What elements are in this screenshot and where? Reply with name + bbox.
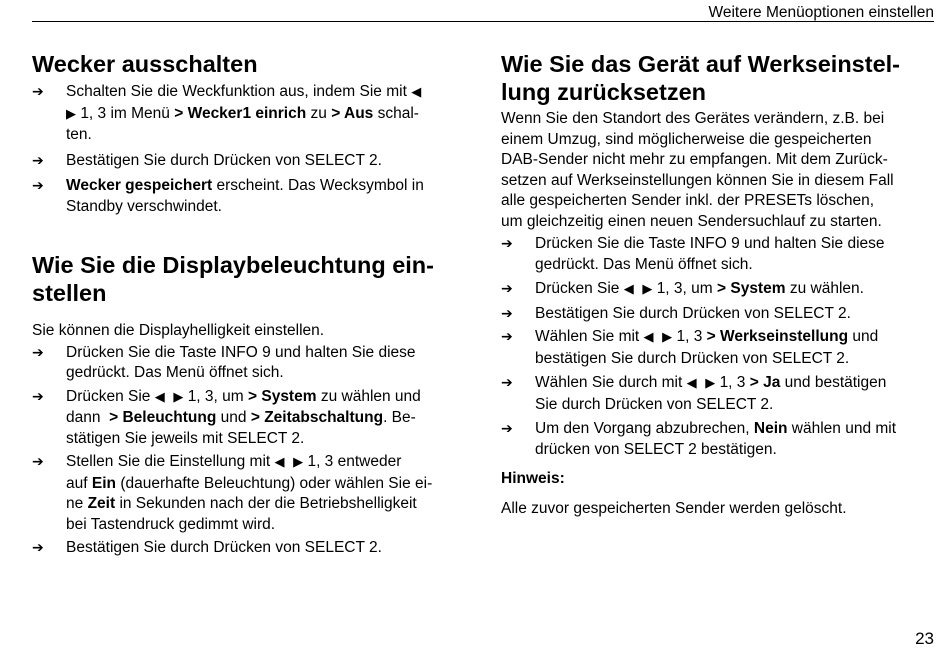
list-item: ➔ Drücken Sie ◀ ▶ 1, 3, um > System zu wählen. bbox=[501, 279, 935, 301]
list-item: ➔ Drücken Sie ◀ ▶ 1, 3, um > System zu wählen und dann > Beleuchtung und > Zeitabschaltung. Be- stätigen Sie jeweils mit SELECT 2. bbox=[32, 387, 421, 447]
section-title-display: Wie Sie die Displaybeleuchtung ein- stellen bbox=[32, 252, 434, 306]
section-title-werkseinstellung: Wie Sie das Gerät auf Werkseinstel- lung zurücksetzen bbox=[501, 51, 901, 105]
triangle-right-icon: ▶ bbox=[66, 106, 76, 122]
arrow-icon: ➔ bbox=[501, 421, 513, 437]
arrow-icon: ➔ bbox=[501, 236, 513, 252]
list-item: ➔ Wecker gespeichert erscheint. Das Wecksymbol in Standby verschwindet. bbox=[32, 177, 424, 215]
arrow-icon: ➔ bbox=[501, 281, 513, 297]
list-item: ➔ Wählen Sie durch mit ◀ ▶ 1, 3 > Ja und bestätigen Sie durch Drücken von SELECT 2. bbox=[501, 374, 887, 413]
list-item: ➔ Bestätigen Sie durch Drücken von SELECT 2. bbox=[32, 151, 464, 172]
triangle-right-icon: ▶ bbox=[642, 282, 653, 297]
list-item: ➔ Bestätigen Sie durch Drücken von SELECT 2. bbox=[32, 538, 464, 559]
intro-text: Sie können die Displayhelligkeit einstellen. bbox=[32, 322, 325, 339]
right-column bbox=[501, 50, 935, 519]
list-item: ➔ Drücken Sie die Taste INFO 9 und halten Sie diese gedrückt. Das Menü öffnet sich. bbox=[32, 343, 416, 381]
running-header: Weitere Menüoptionen einstellen bbox=[708, 4, 934, 21]
triangle-left-icon: ◀ bbox=[643, 330, 654, 345]
page-number: 23 bbox=[915, 629, 934, 648]
list-item: ➔ Bestätigen Sie durch Drücken von SELECT 2. bbox=[501, 304, 935, 325]
header-rule bbox=[32, 21, 934, 22]
left-column bbox=[32, 50, 464, 559]
arrow-icon: ➔ bbox=[32, 540, 44, 556]
section-title-wecker: Wecker ausschalten bbox=[32, 51, 258, 77]
note-text: Alle zuvor gespeicherten Sender werden gelöscht. bbox=[501, 499, 847, 517]
triangle-left-icon: ◀ bbox=[154, 389, 165, 405]
arrow-icon: ➔ bbox=[501, 375, 513, 391]
list-item: ➔ Stellen Sie die Einstellung mit ◀ ▶ 1, 3 entweder auf Ein (dauerhafte Beleuchtung) oder wählen Sie ei- ne Zeit in Sekunden nach der die Betriebshelligkeit bei Tastendruck gedimmt wird. bbox=[32, 453, 433, 533]
arrow-icon: ➔ bbox=[32, 388, 44, 405]
arrow-icon: ➔ bbox=[501, 329, 513, 345]
note-label: Hinweis: bbox=[501, 470, 565, 487]
list-item: ➔ Schalten Sie die Weckfunktion aus, indem Sie mit ◀ ▶ 1, 3 im Menü > Wecker1 einrich zu > Aus schal- ten. bbox=[32, 83, 422, 143]
triangle-left-icon: ◀ bbox=[686, 376, 697, 391]
arrow-icon: ➔ bbox=[32, 454, 44, 470]
list-item: ➔ Um den Vorgang abzubrechen, Nein wählen und mit drücken von SELECT 2 bestätigen. bbox=[501, 420, 897, 458]
intro-text: Wenn Sie den Standort des Gerätes verändern, z.B. bei einem Umzug, sind möglicherweise die gespeicherten DAB-Sender nicht mehr zu empfangen. Mit dem Zurück- setzen auf Werkseinstellungen können Sie in diesem Fall alle gespeicherten Sender inkl. der PRESETs löschen, um gleichzeitig einen neuen Sendersuchlauf zu starten. bbox=[501, 110, 894, 230]
arrow-icon: ➔ bbox=[32, 344, 44, 361]
triangle-right-icon: ▶ bbox=[173, 389, 184, 405]
list-item: ➔ Drücken Sie die Taste INFO 9 und halten Sie diese gedrückt. Das Menü öffnet sich. bbox=[501, 235, 885, 273]
triangle-left-icon: ◀ bbox=[623, 282, 634, 297]
triangle-right-icon: ▶ bbox=[662, 330, 673, 345]
triangle-right-icon: ▶ bbox=[293, 455, 304, 470]
triangle-left-icon: ◀ bbox=[274, 455, 285, 470]
arrow-icon: ➔ bbox=[501, 305, 513, 322]
arrow-icon: ➔ bbox=[32, 84, 44, 100]
triangle-right-icon: ▶ bbox=[705, 376, 716, 391]
list-item: ➔ Wählen Sie mit ◀ ▶ 1, 3 > Werkseinstellung und bestätigen Sie durch Drücken von SELECT 2. bbox=[501, 328, 879, 367]
triangle-left-icon: ◀ bbox=[411, 85, 422, 100]
arrow-icon: ➔ bbox=[32, 178, 44, 194]
arrow-icon: ➔ bbox=[32, 152, 44, 169]
